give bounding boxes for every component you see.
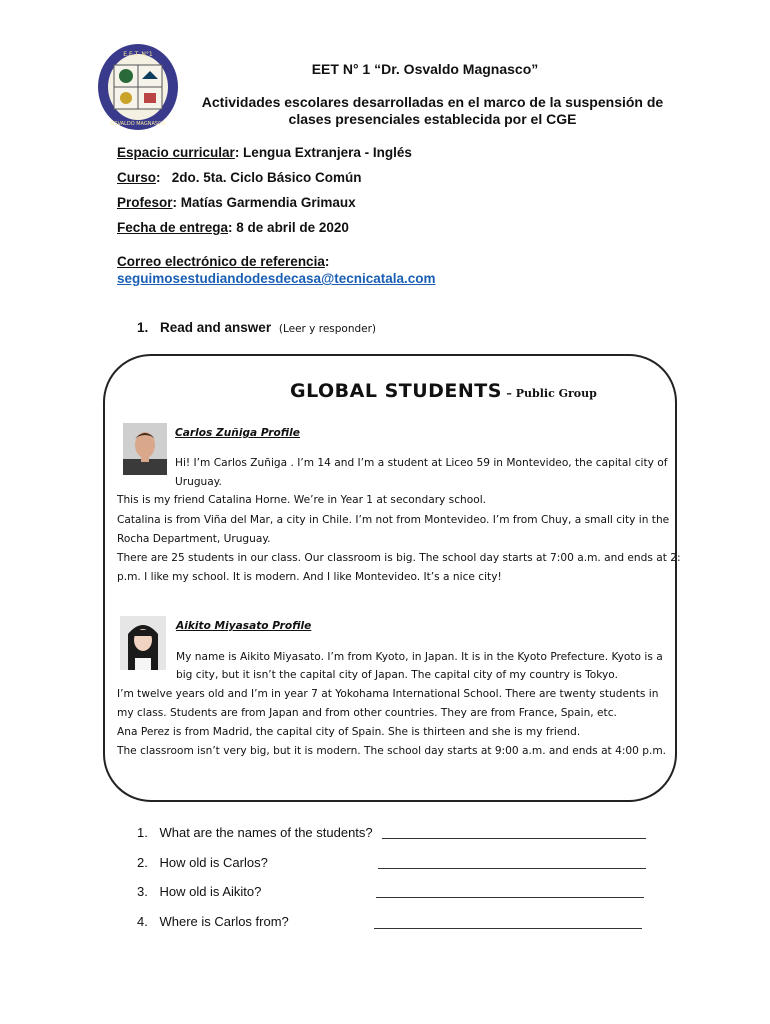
question-number: 2. (137, 855, 148, 870)
fecha-value: : 8 de abril de 2020 (228, 220, 349, 235)
profesor-value: : Matías Garmendia Grimaux (172, 195, 356, 210)
carlos-photo (123, 423, 167, 475)
profesor-label: Profesor (117, 195, 173, 210)
curso-label: Curso (117, 170, 157, 185)
carlos-line-5: Rocha Department, Uruguay. (117, 533, 271, 545)
curso (117, 170, 362, 185)
aikito-line-5: Ana Perez is from Madrid, the capital city of Spain. She is thirteen and she is my friend. (117, 726, 581, 738)
carlos-heading: Carlos Zuñiga Profile (175, 427, 300, 439)
question-text: Where is Carlos from? (159, 914, 289, 929)
answer-line-2[interactable] (378, 868, 646, 869)
espacio-label: Espacio curricular (117, 145, 235, 160)
task-number: 1. (137, 320, 149, 335)
espacio-value: : Lengua Extranjera - Inglés (234, 145, 412, 160)
task-heading (137, 320, 376, 335)
aikito-heading: Aikito Miyasato Profile (176, 620, 312, 632)
question-4 (137, 914, 289, 929)
question-number: 3. (137, 884, 148, 899)
answer-line-4[interactable] (374, 928, 642, 929)
subtitle-line-1: Actividades escolares desarrolladas en el marco de la suspensión de (201, 94, 664, 110)
email-link[interactable]: seguimosestudiandodesdecasa@tecnicatala.com (117, 271, 436, 286)
correo-colon: : (324, 254, 330, 269)
aikito-line-3: I’m twelve years old and I’m in year 7 at Yokohama International School. There are twenty students in (117, 688, 659, 700)
subtitle-line-2: clases presenciales establecida por el CGE (288, 111, 577, 127)
carlos-line-1: Hi! I’m Carlos Zuñiga . I’m 14 and I’m a student at Liceo 59 in Montevideo, the capital city of (175, 457, 668, 469)
curso-value: : 2do. 5ta. Ciclo Básico Común (156, 170, 362, 185)
question-2 (137, 855, 268, 870)
fecha-label: Fecha de entrega (117, 220, 229, 235)
aikito-line-1: My name is Aikito Miyasato. I’m from Kyoto, in Japan. It is in the Kyoto Prefecture. Kyoto is a (176, 651, 663, 663)
logo-text-bottom: OSVALDO MAGNASCO (110, 121, 166, 127)
answer-line-1[interactable] (382, 838, 646, 839)
carlos-line-2: Uruguay. (175, 476, 222, 488)
carlos-line-6: There are 25 students in our class. Our classroom is big. The school day starts at 7:00 a.m. and ends at 2: (117, 552, 681, 564)
card-title-block (290, 380, 597, 402)
school-logo (97, 43, 179, 131)
aikito-photo (120, 616, 166, 670)
question-number: 1. (137, 825, 148, 840)
question-text: What are the names of the students? (159, 825, 373, 840)
aikito-line-2: big city, but it isn’t the capital city of Japan. The capital city of my country is Tokyo. (176, 669, 618, 681)
carlos-line-7: p.m. I like my school. It is modern. And I like Montevideo. It’s a nice city! (117, 571, 502, 583)
correo (117, 254, 329, 269)
question-text: How old is Aikito? (159, 884, 262, 899)
correo-label: Correo electrónico de referencia (117, 254, 325, 269)
carlos-line-3: This is my friend Catalina Horne. We’re in Year 1 at secondary school. (117, 494, 487, 506)
question-1 (137, 825, 373, 840)
fecha-entrega (117, 220, 349, 235)
aikito-line-4: my class. Students are from Japan and from other countries. They are from France, Spain, etc. (117, 707, 617, 719)
card-subtitle: – Public Group (506, 387, 597, 400)
carlos-line-4: Catalina is from Viña del Mar, a city in Chile. I’m not from Montevideo. I’m from Chuy, a small city in the (117, 514, 670, 526)
logo-text-top: E.E.T. N°1 (123, 51, 153, 58)
espacio-curricular (117, 145, 412, 160)
school-name: EET N° 1 “Dr. Osvaldo Magnasco” (311, 61, 539, 77)
aikito-line-6: The classroom isn’t very big, but it is modern. The school day starts at 9:00 a.m. and ends at 4:00 p.m. (117, 745, 667, 757)
answer-line-3[interactable] (376, 897, 644, 898)
question-3 (137, 884, 261, 899)
question-text: How old is Carlos? (159, 855, 268, 870)
profesor (117, 195, 356, 210)
task-title: Read and answer (160, 320, 272, 335)
card-title: GLOBAL STUDENTS (290, 380, 502, 402)
task-note: (Leer y responder) (278, 323, 377, 335)
question-number: 4. (137, 914, 148, 929)
